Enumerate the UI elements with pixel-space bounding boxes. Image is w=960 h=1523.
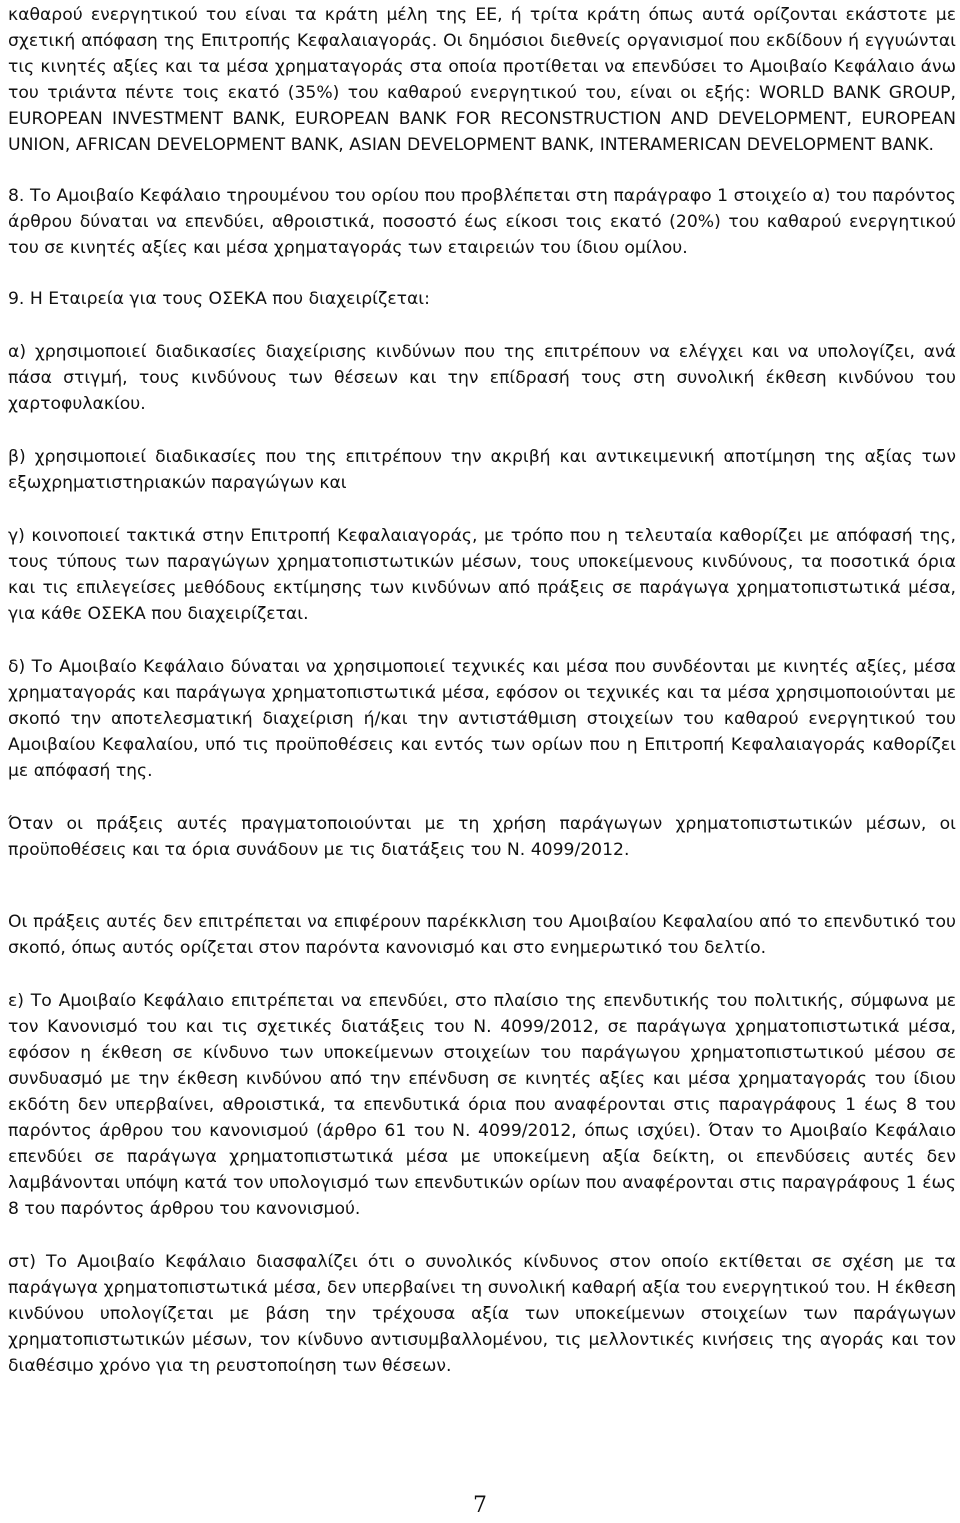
page-number: 7	[473, 1493, 487, 1518]
paragraph-8-group-limit: 8. Το Αμοιβαίο Κεφάλαιο τηρουμένου του ορίου που προβλέπεται στη παράγραφο 1 στοιχείο α) του παρόντος άρθρου δύναται να επενδύει, αθροιστικά, ποσοστό έως είκοσι τοις εκατό (20%) του καθαρού ενεργητικού του σε κινητές αξίες και μέσα χρηματαγοράς των εταιρειών του ίδιου ομίλου.	[8, 186, 956, 258]
paragraph-9st-global-exposure: στ) Το Αμοιβαίο Κεφάλαιο διασφαλίζει ότι ο συνολικός κίνδυνος στον οποίο εκτίθεται σε σχέση με τα παράγωγα χρηματοπιστωτικά μέσα, δεν υπερβαίνει τη συνολική καθαρή αξία του ενεργητικού του. Η έκθεση κινδύνου υπολογίζεται με βάση την τρέχουσα αξία των υποκείμενων στοιχείων των παράγωγων χρηματοπιστωτικών μέσων, τον κίνδυνο αντισυμβαλλομένου, τις μελλοντικές κινήσεις της αγοράς και τον διαθέσιμο χρόνο για τη ρευστοποίηση των θέσεων.	[8, 1252, 956, 1376]
paragraph-9-heading: 9. Η Εταιρεία για τους ΟΣΕΚΑ που διαχειρίζεται:	[8, 289, 430, 309]
paragraph-9c-notification: γ) κοινοποιεί τακτικά στην Επιτροπή Κεφαλαιαγοράς, με τρόπο που η τελευταία καθορίζει με απόφασή της, τους τύπους των παραγώγων χρηματοπιστωτικών μέσων, τους υποκείμενους κινδύνους, τα ποσοτικά όρια και τις επιλεγείσες μεθόδους εκτίμησης των κινδύνων από πράξεις σε παράγωγα χρηματοπιστωτικά μέσα, για κάθε ΟΣΕΚΑ που διαχειρίζεται.	[8, 526, 956, 624]
paragraph-9e-derivatives-investment: ε) Το Αμοιβαίο Κεφάλαιο επιτρέπεται να επενδύει, στο πλαίσιο της επενδυτικής του πολιτικής, σύμφωνα με τον Κανονισμό του και τις σχετικές διατάξεις του Ν. 4099/2012, σε παράγωγα χρηματοπιστωτικά μέσα, εφόσον η έκθεση σε κίνδυνο των υποκείμενων στοιχείων του παράγωγου χρηματοπιστωτικού μέσου σε συνδυασμό με την έκθεση κινδύνου από την επένδυση σε κινητές αξίες και μέσα χρηματαγοράς του ίδιου εκδότη δεν υπερβαίνει, αθροιστικά, τα επενδυτικά όρια που αναφέρονται στις παραγράφους 1 έως 8 του παρόντος άρθρου του κανονισμού (άρθρο 61 του Ν. 4099/2012, όπως ισχύει). Όταν το Αμοιβαίο Κεφάλαιο επενδύει σε παράγωγα χρηματοπιστωτικά μέσα με υποκείμενη αξία δείκτη, οι επενδύσεις αυτές δεν λαμβάνονται υπόψη κατά τον υπολογισμό των επενδυτικών ορίων που αναφέρονται στις παραγράφους 1 έως 8 του παρόντος άρθρου του κανονισμού.	[8, 991, 956, 1219]
document-body	[8, 0, 956, 1379]
paragraph-9a-risk-management: α) χρησιμοποιεί διαδικασίες διαχείρισης κινδύνων που της επιτρέπουν να ελέγχει και να υπολογίζει, ανά πάσα στιγμή, τους κινδύνους των θέσεων και την επίδρασή τους στη συνολική έκθεση κινδύνου του χαρτοφυλακίου.	[8, 342, 956, 414]
paragraph-no-deviation: Οι πράξεις αυτές δεν επιτρέπεται να επιφέρουν παρέκκλιση του Αμοιβαίου Κεφαλαίου από το επενδυτικό του σκοπό, όπως αυτός ορίζεται στον παρόντα κανονισμό και στο ενημερωτικό του δελτίο.	[8, 912, 956, 958]
paragraph-9b-otc-valuation: β) χρησιμοποιεί διαδικασίες που της επιτρέπουν την ακριβή και αντικειμενική αποτίμηση της αξίας των εξωχρηματιστηριακών παραγώγων και	[8, 447, 956, 493]
paragraph-public-international-bodies: καθαρού ενεργητικού του είναι τα κράτη μέλη της ΕΕ, ή τρίτα κράτη όπως αυτά ορίζονται εκάστοτε με σχετική απόφαση της Επιτροπής Κεφαλαιαγοράς. Οι δημόσιοι διεθνείς οργανισμοί που εκδίδουν ή εγγυώνται τις κινητές αξίες και τα μέσα χρηματαγοράς στα οποία προτίθεται να επενδύσει το Αμοιβαίο Κεφάλαιο άνω του τριάντα πέντε τοις εκατό (35%) του καθαρού ενεργητικού του, είναι οι εξής: WORLD BANK GROUP, EUROPEAN INVESTMENT BANK, EUROPEAN BANK FOR RECONSTRUCTION AND DEVELOPMENT, EUROPEAN UNION, AFRICAN DEVELOPMENT BANK, ASIAN DEVELOPMENT BANK, INTERAMERICAN DEVELOPMENT BANK.	[8, 5, 956, 155]
paragraph-derivatives-conditions: Όταν οι πράξεις αυτές πραγματοποιούνται με τη χρήση παράγωγων χρηματοπιστωτικών μέσων, οι προϋποθέσεις και τα όρια συνάδουν με τις διατάξεις του Ν. 4099/2012.	[8, 814, 956, 860]
paragraph-9d-techniques: δ) Το Αμοιβαίο Κεφάλαιο δύναται να χρησιμοποιεί τεχνικές και μέσα που συνδέονται με κινητές αξίες, μέσα χρηματαγοράς και παράγωγα χρηματοπιστωτικά μέσα, εφόσον οι τεχνικές και τα μέσα χρησιμοποιούνται με σκοπό την αποτελεσματική διαχείριση ή/και την αντιστάθμιση στοιχείων του καθαρού ενεργητικού του Αμοιβαίου Κεφαλαίου, υπό τις προϋποθέσεις και εντός των ορίων που η Επιτροπή Κεφαλαιαγοράς καθορίζει με απόφασή της.	[8, 657, 956, 781]
